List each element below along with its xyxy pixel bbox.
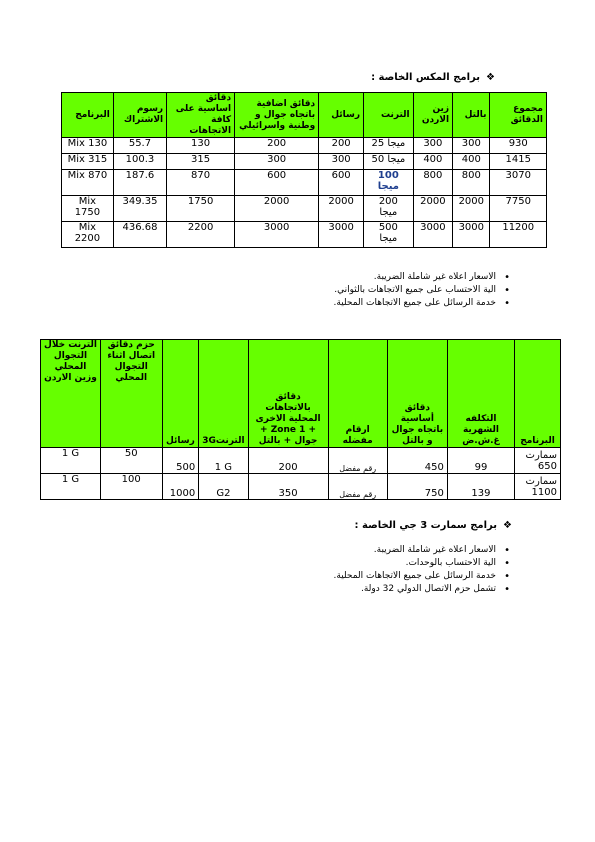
header-name: البرنامج [515, 340, 561, 448]
table-row [62, 138, 547, 154]
cell-basic: 2200 [167, 222, 235, 248]
cell-bt: 3000 [453, 222, 490, 248]
cell-sms: 3000 [319, 222, 364, 248]
table-row [41, 448, 561, 474]
header-other: دقائق بالاتجاهات المحلية الاخرى + Zone 1 + جوال + بالتل [248, 340, 328, 448]
header-basic: دقائق أساسية باتجاه جوال و بالتل [387, 340, 447, 448]
cell-bt: 2000 [453, 196, 490, 222]
list-item: • خدمة الرسائل على جميع الاتجاهات المحلية. [334, 297, 496, 310]
table-row [62, 222, 547, 248]
cell-basic: 130 [167, 138, 235, 154]
cell-3g: G2 [199, 474, 248, 500]
cell-internet: 50 ميجا [364, 154, 414, 170]
cell-bt: 400 [453, 154, 490, 170]
cell-basic: 450 [387, 448, 447, 474]
header-fee: رسوم الاشتراك [113, 93, 166, 138]
table-row [62, 196, 547, 222]
list-item: • الاسعار اعلاه غير شاملة الضريبة. [334, 544, 496, 557]
diamond-bullet-icon: ❖ [486, 72, 495, 83]
cell-sms: 2000 [319, 196, 364, 222]
cell-zain: 300 [413, 138, 452, 154]
cell-total: 7750 [490, 196, 547, 222]
list-item: • تشمل حزم الاتصال الدولي 32 دولة. [334, 583, 496, 596]
section3-heading-text: برامج سمارت 3 جي الخاصة : [354, 520, 498, 531]
cell-cost: 99 [447, 448, 514, 474]
list-item: • الية الاحتساب بالوحدات. [334, 557, 496, 570]
header-total: مجموع الدقائق [490, 93, 547, 138]
cell-internet: 25 ميجا [364, 138, 414, 154]
cell-name: سمارت 650 [515, 448, 561, 474]
section1-heading [371, 72, 495, 83]
section1-heading-text: برامج المكس الخاصة : [371, 72, 481, 83]
list-item: • الية الاحتساب على جميع الاتجاهات بالثواني. [334, 284, 496, 297]
cell-sms: 600 [319, 170, 364, 196]
cell-sms: 200 [319, 138, 364, 154]
header-roam-net: الترنت خلال التجوال المحلي وزين الاردن [41, 340, 101, 448]
header-name: البرنامج [62, 93, 114, 138]
cell-extra: 2000 [235, 196, 319, 222]
cell-extra: 300 [235, 154, 319, 170]
header-cost: التكلفه الشهرية غ.ش.ض [447, 340, 514, 448]
mix-plans-table [61, 92, 547, 248]
cell-roam-net: 1 G [41, 474, 101, 500]
cell-fav: رقم مفضل [328, 448, 387, 474]
cell-name: Mix 1750 [62, 196, 114, 222]
table-row [62, 170, 547, 196]
cell-zain: 800 [413, 170, 452, 196]
cell-other: 200 [248, 448, 328, 474]
smart-plans-table [40, 339, 561, 500]
cell-sms: 300 [319, 154, 364, 170]
cell-basic: 1750 [167, 196, 235, 222]
cell-roam-min: 50 [100, 448, 162, 474]
header-bt: بالتل [453, 93, 490, 138]
cell-extra: 200 [235, 138, 319, 154]
cell-zain: 3000 [413, 222, 452, 248]
header-3g: الترنت3G [199, 340, 248, 448]
cell-cost: 139 [447, 474, 514, 500]
cell-total: 930 [490, 138, 547, 154]
cell-bt: 800 [453, 170, 490, 196]
list-item: • خدمة الرسائل على جميع الاتجاهات المحلية. [334, 570, 496, 583]
table-row [62, 154, 547, 170]
cell-basic: 750 [387, 474, 447, 500]
cell-name: Mix 130 [62, 138, 114, 154]
header-zain: زين الاردن [413, 93, 452, 138]
cell-fee: 55.7 [113, 138, 166, 154]
cell-name: سمارت 1100 [515, 474, 561, 500]
cell-extra: 600 [235, 170, 319, 196]
cell-fav: رقم مفضل [328, 474, 387, 500]
cell-zain: 2000 [413, 196, 452, 222]
cell-internet: 100 ميجا [364, 170, 414, 196]
cell-3g: 1 G [199, 448, 248, 474]
cell-fee: 187.6 [113, 170, 166, 196]
cell-bt: 300 [453, 138, 490, 154]
cell-total: 1415 [490, 154, 547, 170]
header-extra: دقائق اضافية باتجاه جوال و وطنية واسرائيلي [235, 93, 319, 138]
header-sms: رسائل [319, 93, 364, 138]
cell-zain: 400 [413, 154, 452, 170]
cell-other: 350 [248, 474, 328, 500]
section1-notes [334, 271, 510, 310]
cell-name: Mix 315 [62, 154, 114, 170]
header-basic: دقائق اساسية على كافة الاتجاهات [167, 93, 235, 138]
header-fav: ارقام مفضله [328, 340, 387, 448]
cell-extra: 3000 [235, 222, 319, 248]
cell-name: Mix 870 [62, 170, 114, 196]
cell-basic: 315 [167, 154, 235, 170]
cell-sms: 1000 [162, 474, 199, 500]
cell-basic: 870 [167, 170, 235, 196]
section3-heading [355, 520, 512, 531]
diamond-bullet-icon: ❖ [503, 520, 512, 531]
cell-internet: 200 ميجا [364, 196, 414, 222]
cell-fee: 100.3 [113, 154, 166, 170]
cell-roam-min: 100 [100, 474, 162, 500]
cell-roam-net: 1 G [41, 448, 101, 474]
cell-name: Mix 2200 [62, 222, 114, 248]
cell-sms: 500 [162, 448, 199, 474]
cell-fee: 349.35 [113, 196, 166, 222]
section3-notes [334, 544, 510, 596]
header-sms: رسائل [162, 340, 199, 448]
header-internet: الترنت [364, 93, 414, 138]
header-roam-min: حزم دقائق اتصال اثناء التجوال المحلي [100, 340, 162, 448]
cell-fee: 436.68 [113, 222, 166, 248]
list-item: • الاسعار اعلاه غير شاملة الضريبة. [334, 271, 496, 284]
cell-total: 3070 [490, 170, 547, 196]
cell-total: 11200 [490, 222, 547, 248]
table-row [41, 474, 561, 500]
cell-internet: 500 ميجا [364, 222, 414, 248]
